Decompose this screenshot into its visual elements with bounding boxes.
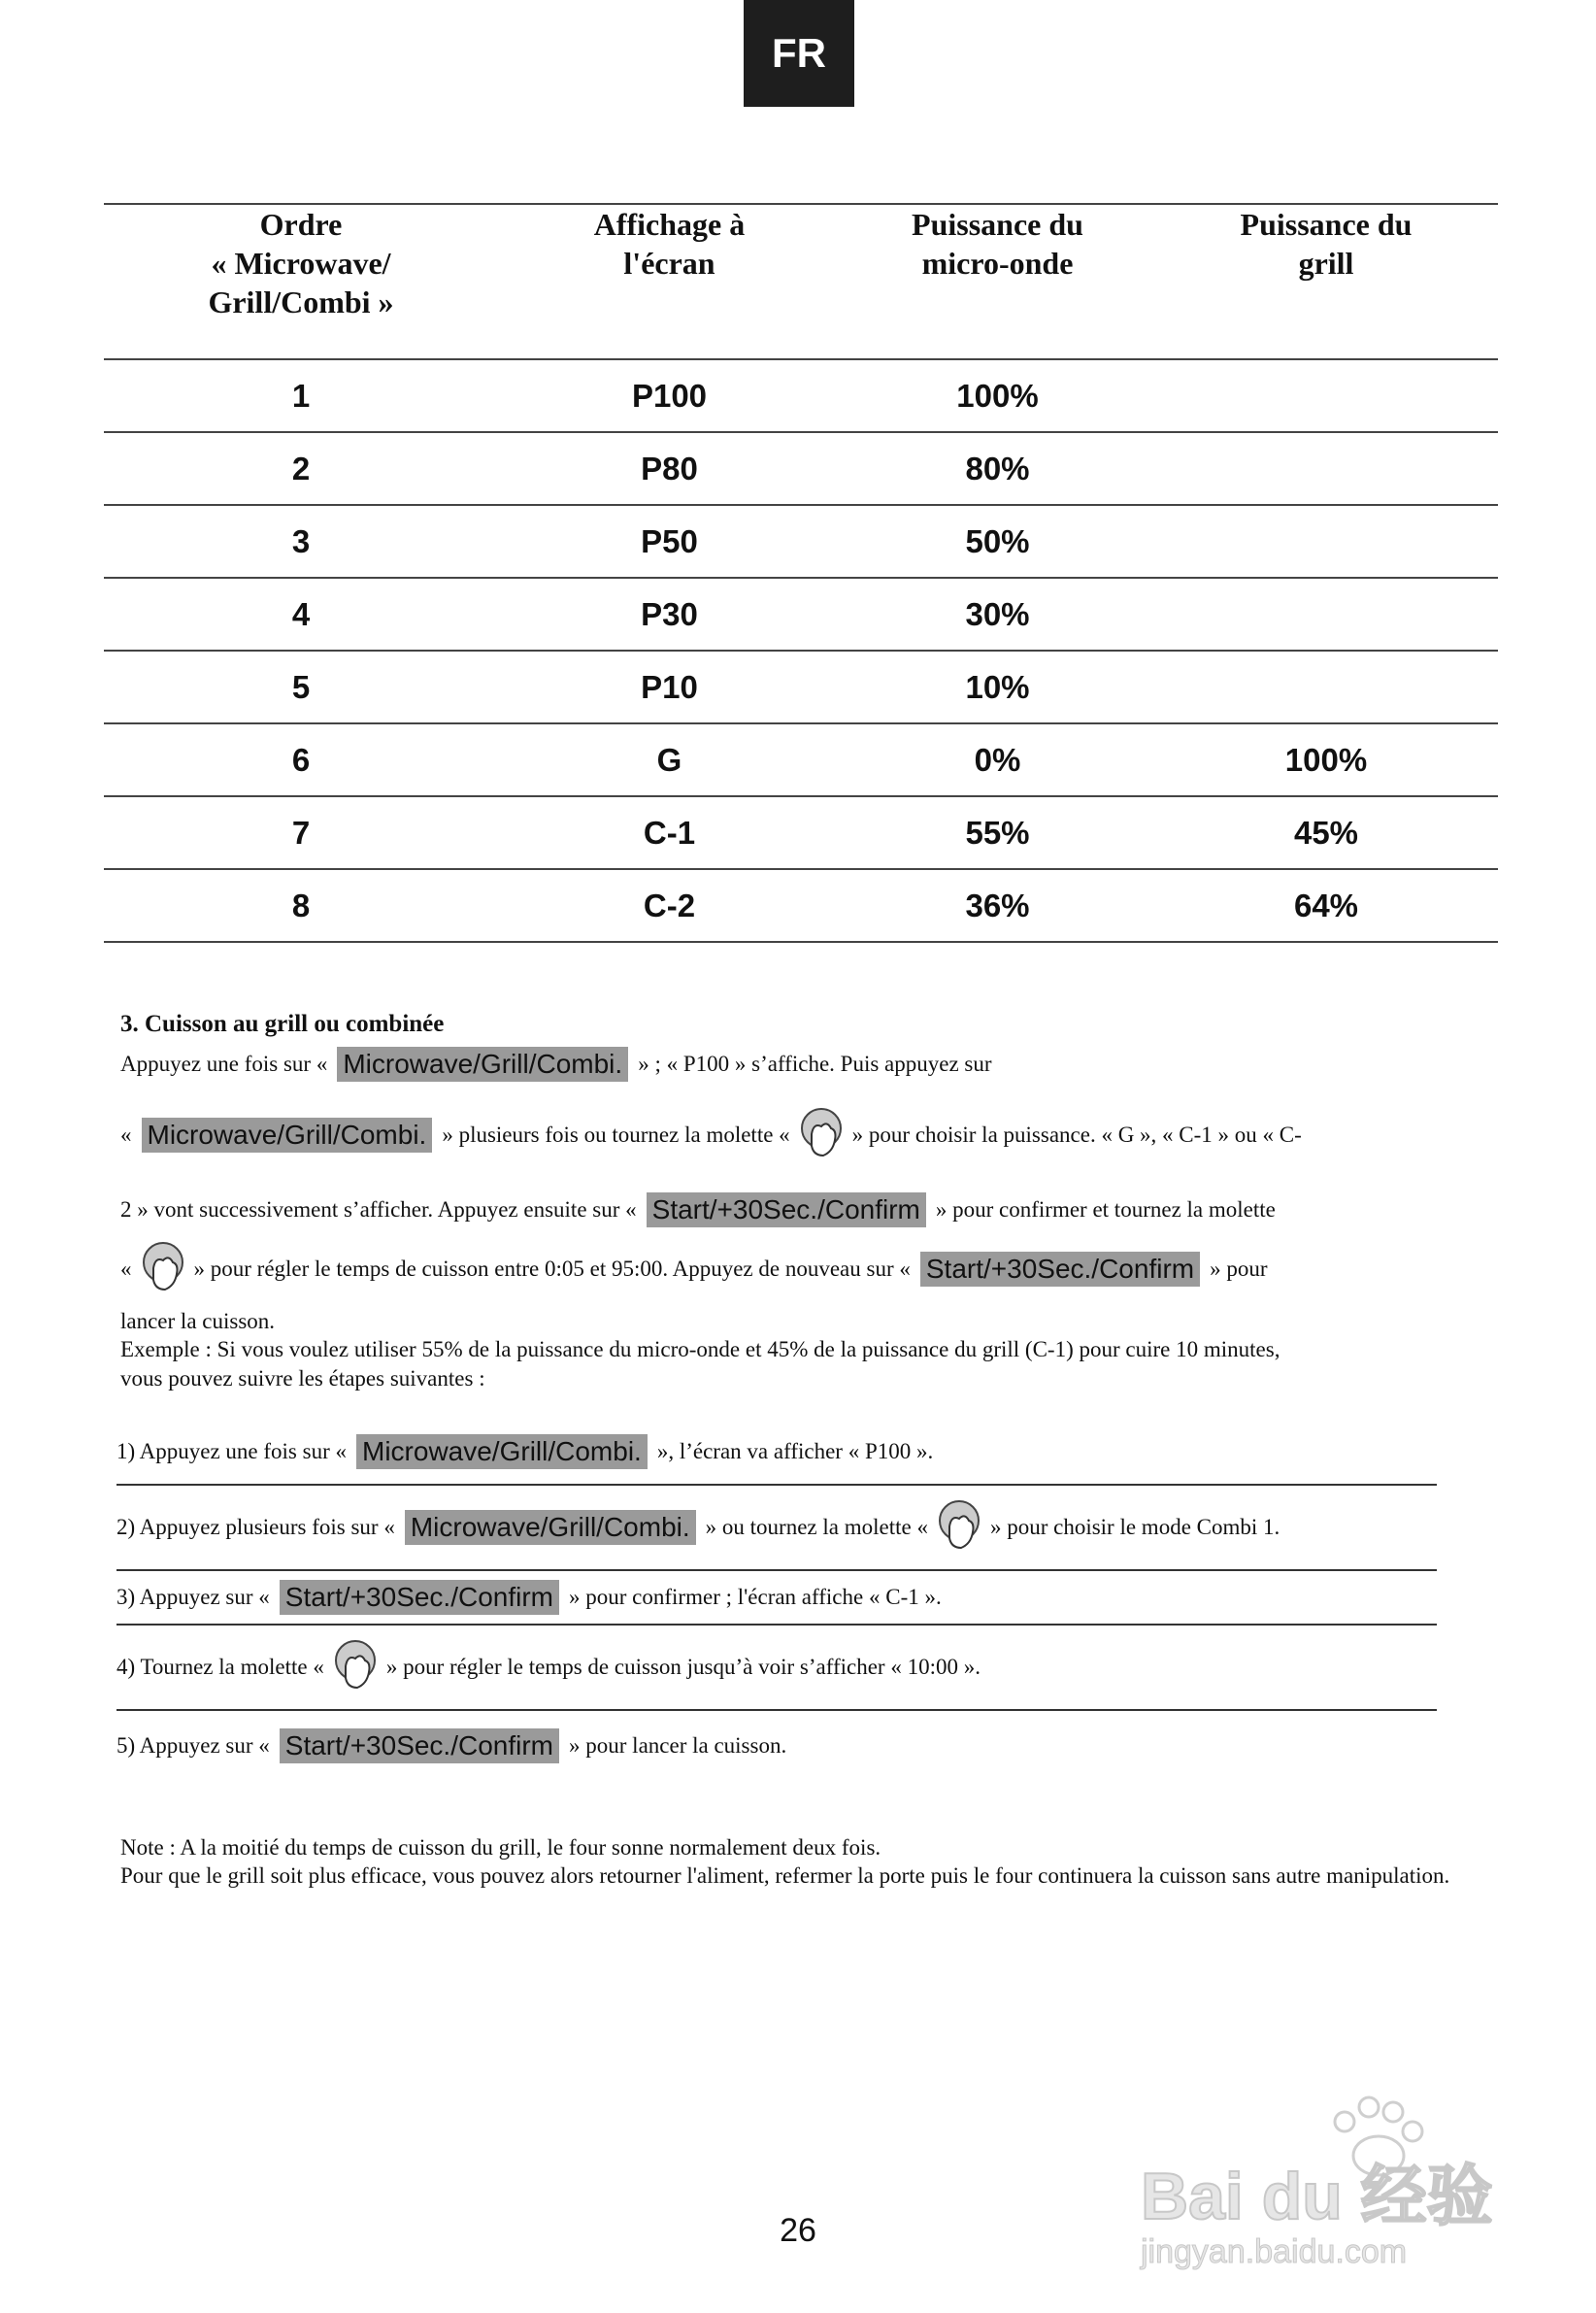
text: » pour choisir la puissance. « G », « C-1 » ou « C- [851, 1123, 1302, 1147]
paragraph-line-5: lancer la cuisson. [120, 1309, 276, 1333]
text: 2) Appuyez plusieurs fois sur « [116, 1515, 395, 1539]
header-ordre: Ordre « Microwave/ Grill/Combi » [104, 204, 498, 359]
text: 2 » vont successivement s’afficher. Appuyez ensuite sur « [120, 1197, 637, 1222]
header-puissance-grill: Puissance du grill [1154, 204, 1498, 359]
cell-ordre: 6 [104, 723, 498, 796]
cell-grill [1154, 505, 1498, 578]
paragraph-line-4 [120, 1239, 1268, 1299]
hand-dial-icon [330, 1637, 381, 1697]
table-row [104, 869, 1498, 942]
section-title: 3. Cuisson au grill ou combinée [120, 1011, 445, 1037]
text: 5) Appuyez sur « [116, 1733, 270, 1758]
note-line-2: Pour que le grill soit plus efficace, vous pouvez alors retourner l'aliment, refermer la porte puis le four continuera la cuisson sans autre manipulation. [120, 1863, 1450, 1888]
text: », l’écran va afficher « P100 ». [656, 1439, 934, 1463]
start-confirm-button: Start/+30Sec./Confirm [280, 1728, 559, 1763]
cell-affichage: C-2 [498, 869, 841, 942]
step-3 [116, 1571, 1437, 1626]
text: » pour régler le temps de cuisson entre 0:05 et 95:00. Appuyez de nouveau sur « [193, 1257, 911, 1281]
cell-grill [1154, 359, 1498, 432]
text: » pour confirmer ; l'écran affiche « C-1 ». [569, 1585, 942, 1609]
text: 4) Tournez la molette « [116, 1655, 324, 1679]
cell-micro-onde: 36% [841, 869, 1154, 942]
text: 3) Appuyez sur « [116, 1585, 270, 1609]
text: » pour confirmer et tournez la molette [935, 1197, 1276, 1222]
cell-grill: 45% [1154, 796, 1498, 869]
cell-micro-onde: 80% [841, 432, 1154, 505]
cell-grill [1154, 578, 1498, 651]
cell-ordre: 3 [104, 505, 498, 578]
cell-affichage: G [498, 723, 841, 796]
table-row [104, 505, 1498, 578]
table-row [104, 651, 1498, 723]
step-2 [116, 1486, 1437, 1571]
text: » ; « P100 » s’affiche. Puis appuyez sur [638, 1052, 992, 1076]
steps-list [116, 1420, 1437, 1781]
cell-ordre: 7 [104, 796, 498, 869]
microwave-grill-combi-button: Microwave/Grill/Combi. [356, 1434, 648, 1469]
cell-micro-onde: 10% [841, 651, 1154, 723]
step-1 [116, 1420, 1437, 1486]
cell-micro-onde: 30% [841, 578, 1154, 651]
cell-grill [1154, 651, 1498, 723]
hand-dial-icon [796, 1105, 847, 1165]
microwave-grill-combi-button: Microwave/Grill/Combi. [142, 1118, 433, 1153]
microwave-grill-combi-button: Microwave/Grill/Combi. [405, 1510, 696, 1545]
text: » pour choisir le mode Combi 1. [989, 1515, 1280, 1539]
cell-ordre: 5 [104, 651, 498, 723]
cell-affichage: P100 [498, 359, 841, 432]
text: « [120, 1123, 132, 1147]
cell-micro-onde: 55% [841, 796, 1154, 869]
cell-affichage: C-1 [498, 796, 841, 869]
paragraph-line-1 [120, 1047, 992, 1082]
cell-grill: 100% [1154, 723, 1498, 796]
power-levels-table [104, 203, 1498, 943]
text: « [120, 1257, 132, 1281]
note-line-1: Note : A la moitié du temps de cuisson du grill, le four sonne normalement deux fois. [120, 1835, 881, 1860]
cell-affichage: P30 [498, 578, 841, 651]
table-row [104, 359, 1498, 432]
step-5 [116, 1711, 1437, 1781]
text: » pour régler le temps de cuisson jusqu’à voir s’afficher « 10:00 ». [385, 1655, 981, 1679]
paragraph-line-2 [120, 1105, 1302, 1165]
text: » pour [1210, 1257, 1268, 1281]
watermark-brand: Bai du 经验 [1141, 2160, 1493, 2233]
hand-dial-icon [138, 1239, 188, 1299]
note-block [120, 1833, 1480, 1890]
cell-ordre: 4 [104, 578, 498, 651]
cell-affichage: P50 [498, 505, 841, 578]
cell-grill [1154, 432, 1498, 505]
cell-ordre: 1 [104, 359, 498, 432]
table-row [104, 796, 1498, 869]
header-puissance-micro-onde: Puissance du micro-onde [841, 204, 1154, 359]
text: » plusieurs fois ou tournez la molette « [442, 1123, 790, 1147]
table-header-row [104, 204, 1498, 359]
step-4 [116, 1626, 1437, 1711]
example-text: Exemple : Si vous voulez utiliser 55% de la puissance du micro-onde et 45% de la puissance du grill (C-1) pour cuire 10 minutes, vous pouvez suivre les étapes suivantes : [120, 1337, 1280, 1391]
text: » ou tournez la molette « [705, 1515, 928, 1539]
text: 1) Appuyez une fois sur « [116, 1439, 347, 1463]
page-number: 26 [780, 2212, 816, 2249]
watermark-url: jingyan.baidu.com [1141, 2233, 1408, 2270]
cell-affichage: P10 [498, 651, 841, 723]
cell-grill: 64% [1154, 869, 1498, 942]
microwave-grill-combi-button: Microwave/Grill/Combi. [337, 1047, 628, 1082]
cell-ordre: 8 [104, 869, 498, 942]
cell-ordre: 2 [104, 432, 498, 505]
paragraph-line-3 [120, 1192, 1276, 1227]
start-confirm-button: Start/+30Sec./Confirm [280, 1580, 559, 1615]
cell-micro-onde: 0% [841, 723, 1154, 796]
cell-micro-onde: 100% [841, 359, 1154, 432]
start-confirm-button: Start/+30Sec./Confirm [920, 1252, 1200, 1287]
table-row [104, 578, 1498, 651]
table-row [104, 432, 1498, 505]
hand-dial-icon [934, 1497, 984, 1558]
language-badge: FR [744, 0, 854, 107]
header-affichage: Affichage à l'écran [498, 204, 841, 359]
table-row [104, 723, 1498, 796]
cell-micro-onde: 50% [841, 505, 1154, 578]
start-confirm-button: Start/+30Sec./Confirm [647, 1192, 926, 1227]
text: Appuyez une fois sur « [120, 1052, 328, 1076]
text: » pour lancer la cuisson. [569, 1733, 787, 1758]
cell-affichage: P80 [498, 432, 841, 505]
